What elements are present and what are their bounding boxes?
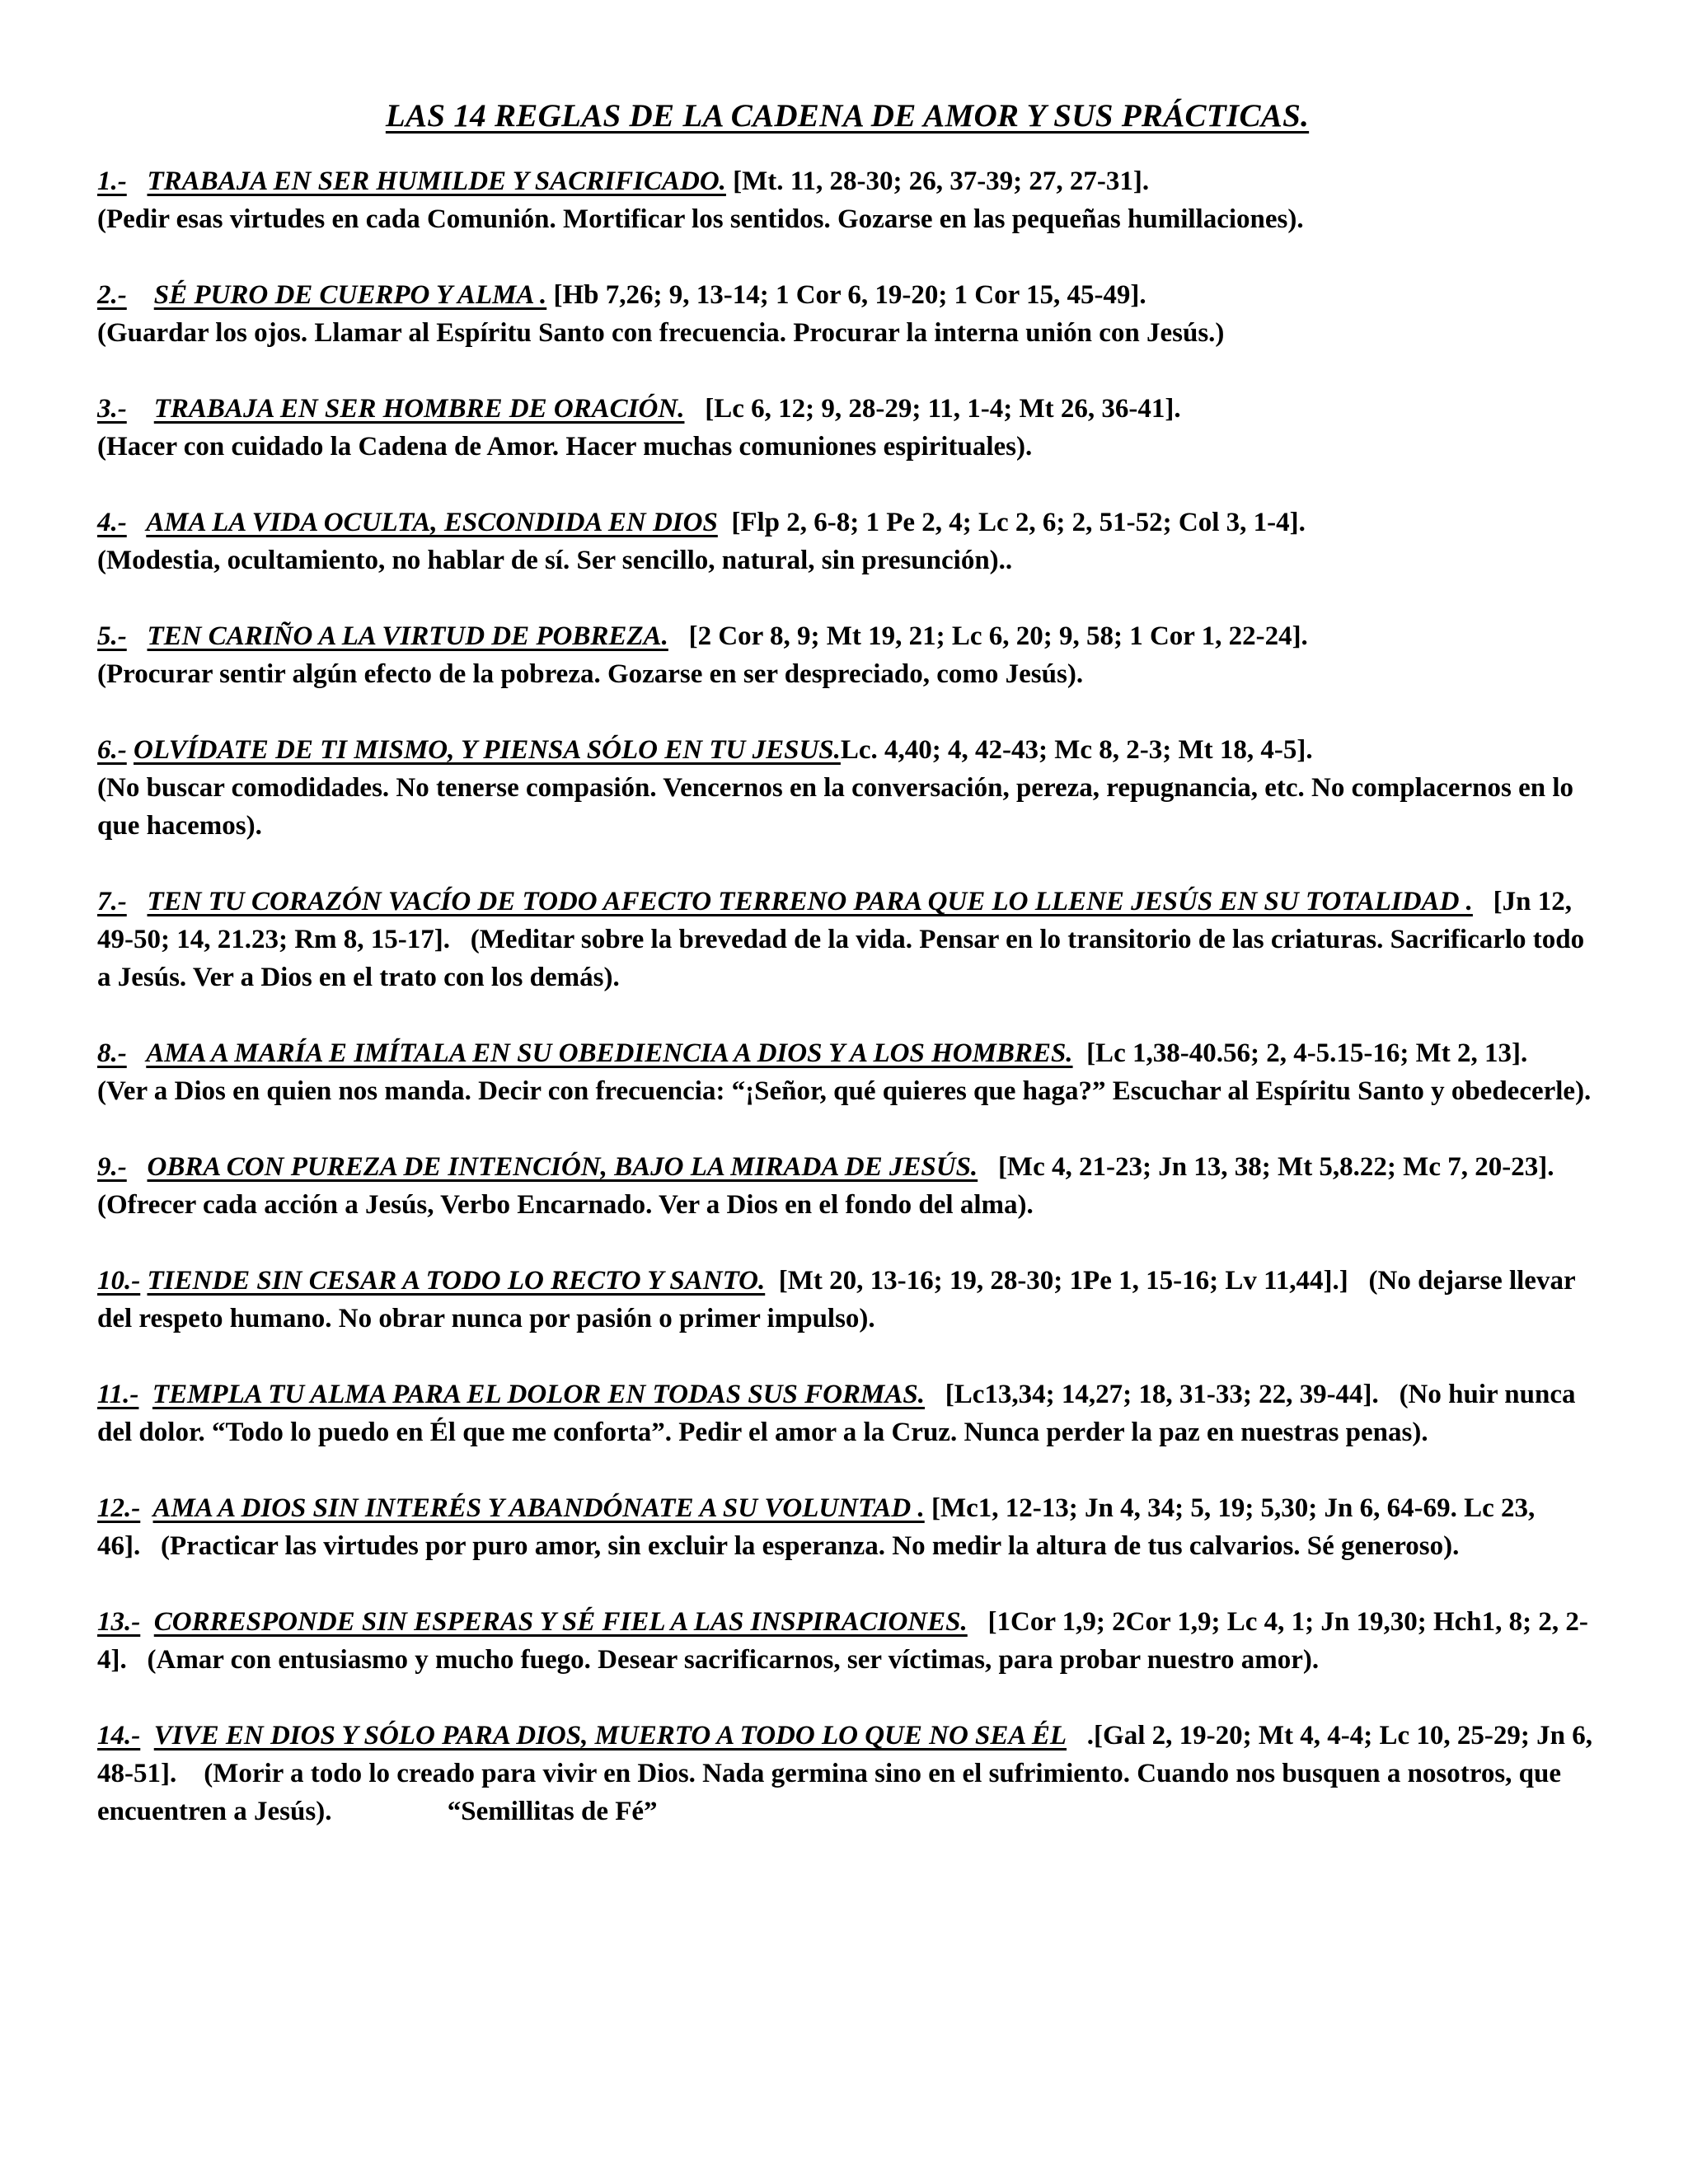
- rule-number: 11.-: [97, 1380, 139, 1409]
- rule-title-text: TEN CARIÑO A LA VIRTUD DE POBREZA.: [147, 621, 668, 651]
- rule-number: 10.-: [97, 1266, 141, 1296]
- rule-practice: (Ver a Dios en quien nos manda. Decir con frecuencia: “¡Señor, qué quieres que haga?” Escuchar al Espíritu Santo y obedecerle).: [97, 1076, 1592, 1106]
- rule-number: 3.-: [97, 394, 127, 424]
- rule-number: 8.-: [97, 1038, 127, 1068]
- rule-title-text: SÉ PURO DE CUERPO Y ALMA .: [153, 280, 547, 310]
- rule-8: [97, 1034, 1597, 1110]
- rule-practice: (Procurar sentir algún efecto de la pobreza. Gozarse en ser despreciado, como Jesús).: [97, 659, 1084, 689]
- rule-title: [97, 1266, 765, 1296]
- rule-references: [Mc 4, 21-23; Jn 13, 38; Mt 5,8.22; Mc 7, 20-23].: [997, 1152, 1554, 1182]
- rule-number: 9.-: [97, 1152, 127, 1182]
- rule-practice: (No buscar comodidades. No tenerse compasión. Vencernos en la conversación, pereza, repugnancia, etc. No complacernos en lo que hacemos).: [97, 773, 1574, 841]
- rule-references: [Lc 1,38-40.56; 2, 4-5.15-16; Mt 2, 13].: [1086, 1038, 1528, 1068]
- rule-title: [97, 166, 726, 196]
- rule-title: [97, 280, 546, 310]
- document-page: [97, 97, 1597, 1868]
- rule-12: [97, 1489, 1597, 1565]
- rule-title: [97, 1493, 925, 1523]
- rule-title: [97, 1380, 925, 1409]
- rule-practice: (Pedir esas virtudes en cada Comunión. Mortificar los sentidos. Gozarse en las pequeñas humillaciones).: [97, 204, 1304, 234]
- signature: “Semillitas de Fé”: [447, 1797, 658, 1826]
- rule-4: [97, 504, 1597, 579]
- rule-title: [97, 1152, 978, 1182]
- rule-practice: (Hacer con cuidado la Cadena de Amor. Hacer muchas comuniones espirituales).: [97, 432, 1033, 462]
- rule-14: [97, 1717, 1597, 1830]
- rule-title-text: AMA LA VIDA OCULTA, ESCONDIDA EN DIOS: [146, 508, 718, 537]
- rule-references: [Jn 12, 49-50; 14, 21.23; Rm 8, 15-17].: [97, 887, 1572, 954]
- rule-11: [97, 1376, 1597, 1451]
- rule-references: [Mt 20, 13-16; 19, 28-30; 1Pe 1, 15-16; Lv 11,44].]: [778, 1266, 1348, 1296]
- rule-practice: (No dejarse llevar del respeto humano. No obrar nunca por pasión o primer impulso).: [97, 1266, 1575, 1333]
- rule-number: 12.-: [97, 1493, 141, 1523]
- rule-practice: (Practicar las virtudes por puro amor, sin excluir la esperanza. No medir la altura de tus calvarios. Sé generoso).: [161, 1531, 1460, 1561]
- rule-title: [97, 887, 1473, 916]
- rule-references: [2 Cor 8, 9; Mt 19, 21; Lc 6, 20; 9, 58; 1 Cor 1, 22-24].: [688, 621, 1308, 651]
- rule-references: [Lc 6, 12; 9, 28-29; 11, 1-4; Mt 26, 36-41].: [705, 394, 1181, 424]
- rule-title-text: TEMPLA TU ALMA PARA EL DOLOR EN TODAS SUS FORMAS.: [152, 1380, 925, 1409]
- rule-number: 5.-: [97, 621, 127, 651]
- rule-practice: (Guardar los ojos. Llamar al Espíritu Santo con frecuencia. Procurar la interna unión con Jesús.): [97, 318, 1225, 348]
- rule-title-text: CORRESPONDE SIN ESPERAS Y SÉ FIEL A LAS INSPIRACIONES.: [153, 1607, 968, 1637]
- rule-title: [97, 735, 841, 765]
- rule-practice: (Meditar sobre la brevedad de la vida. Pensar en lo transitorio de las criaturas. Sacrificarlo todo a Jesús. Ver a Dios en el trato con los demás).: [97, 925, 1585, 992]
- rule-1: [97, 162, 1597, 238]
- rule-10: [97, 1262, 1597, 1338]
- rule-title-text: OLVÍDATE DE TI MISMO, Y PIENSA SÓLO EN TU JESUS.: [134, 735, 841, 765]
- rule-2: [97, 276, 1597, 352]
- rule-references: [Mt. 11, 28-30; 26, 37-39; 27, 27-31].: [733, 166, 1150, 196]
- rule-title: [97, 1721, 1067, 1750]
- rule-number: 2.-: [97, 280, 127, 310]
- rule-7: [97, 883, 1597, 996]
- rule-practice: (Amar con entusiasmo y mucho fuego. Desear sacrificarnos, ser víctimas, para probar nuestro amor).: [147, 1645, 1320, 1675]
- rule-title-text: AMA A MARÍA E IMÍTALA EN SU OBEDIENCIA A DIOS Y A LOS HOMBRES.: [146, 1038, 1073, 1068]
- rule-practice: (Modestia, ocultamiento, no hablar de sí. Ser sencillo, natural, sin presunción)..: [97, 546, 1013, 575]
- rule-title-text: TRABAJA EN SER HOMBRE DE ORACIÓN.: [153, 394, 685, 424]
- rule-practice: (Morir a todo lo creado para vivir en Dios. Nada germina sino en el sufrimiento. Cuando nos busquen a nosotros, que encuentren a Jesús).: [97, 1759, 1562, 1826]
- rule-number: 4.-: [97, 508, 127, 537]
- rule-6: [97, 731, 1597, 845]
- rule-number: 6.-: [97, 735, 127, 765]
- rule-references: [1Cor 1,9; 2Cor 1,9; Lc 4, 1; Jn 19,30; Hch1, 8; 2, 2-4].: [97, 1607, 1588, 1675]
- rule-references: [Hb 7,26; 9, 13-14; 1 Cor 6, 19-20; 1 Cor 15, 45-49].: [553, 280, 1146, 310]
- rule-5: [97, 617, 1597, 693]
- rule-practice: (No huir nunca del dolor. “Todo lo puedo en Él que me conforta”. Pedir el amor a la Cruz. Nunca perder la paz en nuestras penas).: [97, 1380, 1576, 1447]
- rule-3: [97, 390, 1597, 466]
- rule-references: [Mc1, 12-13; Jn 4, 34; 5, 19; 5,30; Jn 6, 64-69. Lc 23, 46].: [97, 1493, 1536, 1561]
- rule-title: [97, 621, 668, 651]
- rule-number: 13.-: [97, 1607, 141, 1637]
- rule-13: [97, 1603, 1597, 1679]
- rule-title-text: AMA A DIOS SIN INTERÉS Y ABANDÓNATE A SU VOLUNTAD .: [152, 1493, 925, 1523]
- rule-9: [97, 1148, 1597, 1224]
- rule-title: [97, 394, 684, 424]
- rule-references: .[Gal 2, 19-20; Mt 4, 4-4; Lc 10, 25-29; Jn 6, 48-51].: [97, 1721, 1592, 1788]
- rule-number: 1.-: [97, 166, 127, 196]
- rule-references: Lc. 4,40; 4, 42-43; Mc 8, 2-3; Mt 18, 4-5].: [840, 735, 1313, 765]
- rule-title: [97, 1607, 968, 1637]
- rule-title-text: TIENDE SIN CESAR A TODO LO RECTO Y SANTO.: [147, 1266, 766, 1296]
- rule-title-text: OBRA CON PUREZA DE INTENCIÓN, BAJO LA MIRADA DE JESÚS.: [147, 1152, 978, 1182]
- rule-number: 14.-: [97, 1721, 141, 1750]
- rule-title-text: TRABAJA EN SER HUMILDE Y SACRIFICADO.: [147, 166, 726, 196]
- rule-references: [Lc13,34; 14,27; 18, 31-33; 22, 39-44].: [945, 1380, 1379, 1409]
- rule-references: [Flp 2, 6-8; 1 Pe 2, 4; Lc 2, 6; 2, 51-52; Col 3, 1-4].: [731, 508, 1306, 537]
- rule-title-text: TEN TU CORAZÓN VACÍO DE TODO AFECTO TERRENO PARA QUE LO LLENE JESÚS EN SU TOTALIDAD .: [147, 887, 1473, 916]
- rule-title: [97, 1038, 1073, 1068]
- rule-practice: (Ofrecer cada acción a Jesús, Verbo Encarnado. Ver a Dios en el fondo del alma).: [97, 1190, 1034, 1220]
- document-title: LAS 14 REGLAS DE LA CADENA DE AMOR Y SUS PRÁCTICAS.: [385, 98, 1310, 134]
- rule-number: 7.-: [97, 887, 127, 916]
- rule-title-text: VIVE EN DIOS Y SÓLO PARA DIOS, MUERTO A TODO LO QUE NO SEA ÉL: [153, 1721, 1067, 1750]
- rule-title: [97, 508, 718, 537]
